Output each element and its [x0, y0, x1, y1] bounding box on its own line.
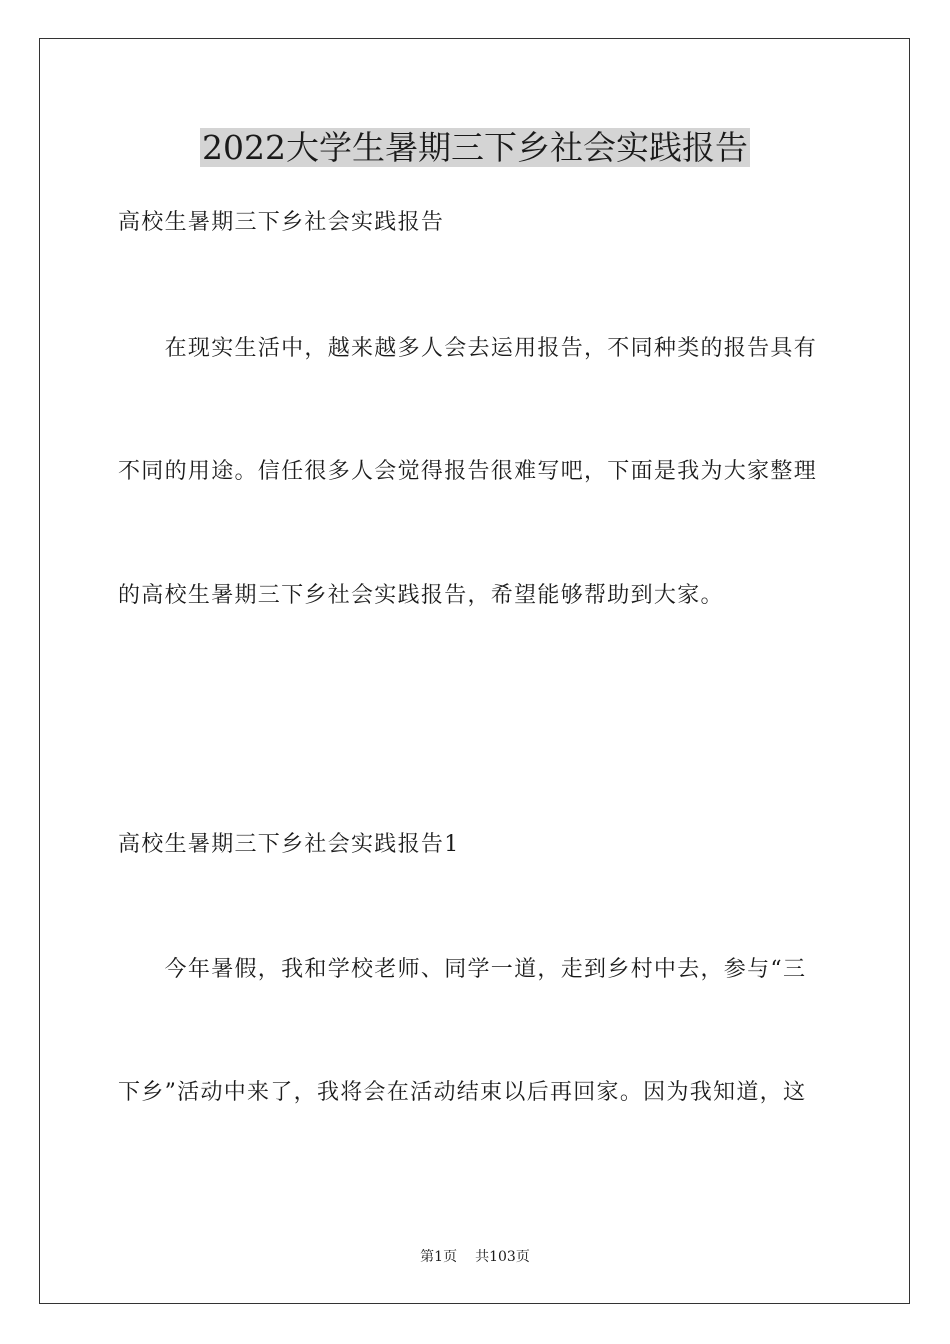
paragraph-1-line-2: 不同的用途。信任很多人会觉得报告很难写吧，下面是我为大家整理 — [118, 459, 818, 484]
paragraph-2-line-2: 下乡”活动中来了，我将会在活动结束以后再回家。因为我知道，这 — [118, 1080, 807, 1105]
paragraph-2-line-1: 今年暑假，我和学校老师、同学一道，走到乡村中去，参与“三 — [118, 957, 807, 982]
paragraph-1-line-1: 在现实生活中，越来越多人会去运用报告，不同种类的报告具有 — [118, 336, 818, 361]
document-title — [0, 124, 950, 172]
section-heading: 高校生暑期三下乡社会实践报告1 — [118, 832, 460, 857]
page-number: 第1页 — [420, 1249, 458, 1265]
page-footer — [0, 1247, 950, 1267]
document-subtitle: 高校生暑期三下乡社会实践报告 — [118, 210, 445, 235]
page-total: 共103页 — [475, 1249, 530, 1265]
document-title-text: 2022大学生暑期三下乡社会实践报告 — [202, 128, 748, 167]
paragraph-1-line-3: 的高校生暑期三下乡社会实践报告，希望能够帮助到大家。 — [118, 583, 724, 608]
